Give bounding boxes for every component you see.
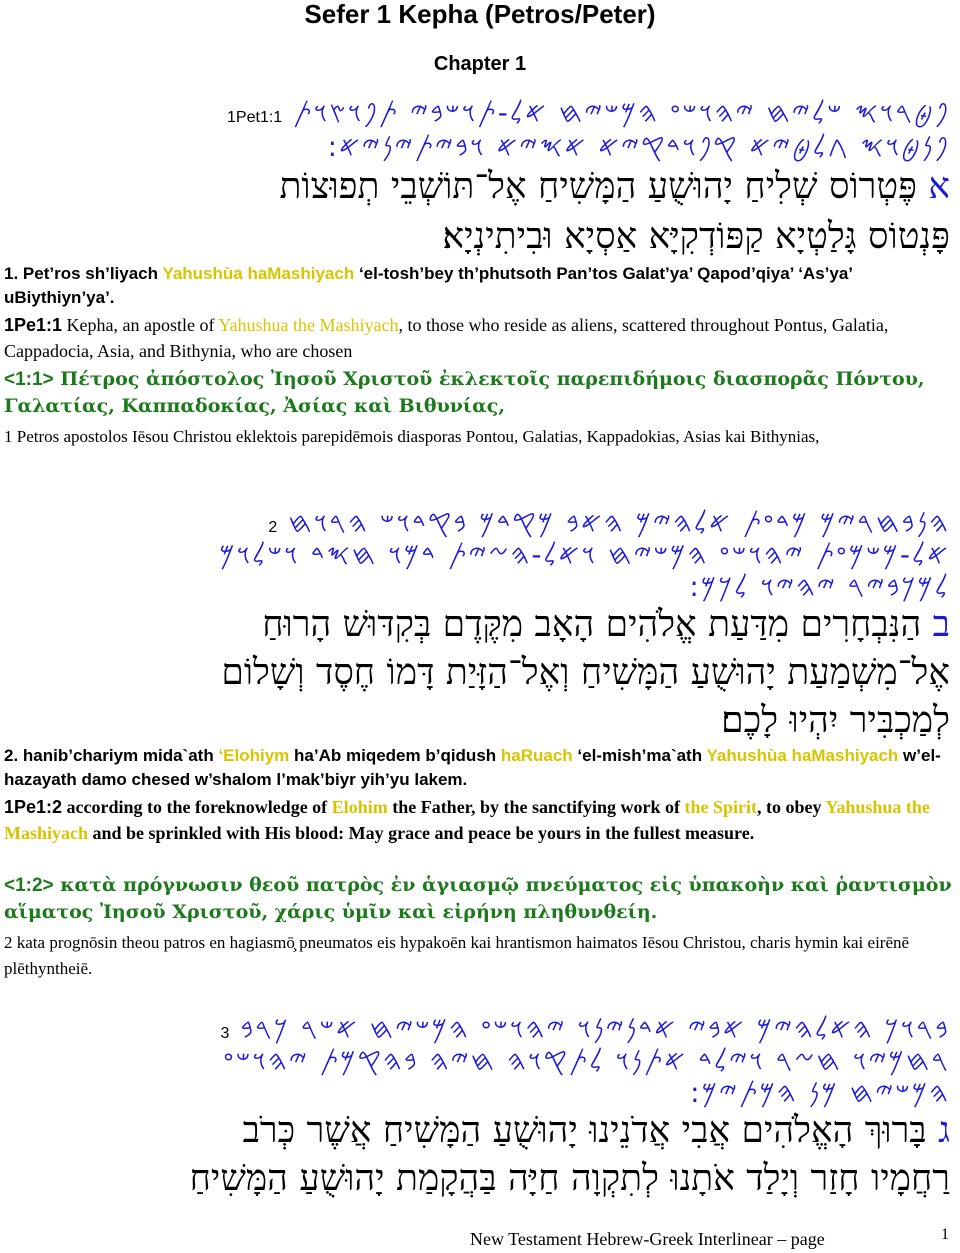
verse-reference: 3 bbox=[220, 1025, 230, 1042]
hebrew-line bbox=[10, 162, 950, 212]
english-translation bbox=[4, 794, 954, 846]
greek-words: Πέτρος ἀπόστολος Ἰησοῦ Χριστοῦ ἐκλεκτοῖς παρεπιδήμοις διασπορᾶς Πόντου, Γαλατίας, Καππαδοκίας, Ἀσίας καὶ Βιθυνίας, bbox=[4, 368, 925, 417]
highlight-name: Yahushùa haMashiyach bbox=[162, 264, 355, 283]
english-text: Kepha, an apostle of bbox=[62, 315, 219, 335]
chapter-heading: Chapter 1 bbox=[433, 53, 527, 75]
paleo-text: 𐤐𐤈𐤓𐤅𐤎 𐤔𐤋𐤉𐤇 𐤉𐤄𐤅𐤔𐤏 𐤄𐤌𐤔𐤉𐤇 𐤀𐤋-𐤕𐤅𐤔𐤁𐤉 𐤕𐤐𐤅𐤑𐤅𐤕 bbox=[293, 96, 950, 129]
hebrew-line: רַחֲמָיו חָזַר וְיָלַד אֹתָנוּ לְתִקְוָה חַיָּה בַּהֲקָמַת יָהוּשֻׁעַ הַמָּשִׁיחַ bbox=[189, 1158, 950, 1199]
page-footer bbox=[470, 1228, 955, 1250]
hebrew-verse-number: א bbox=[928, 166, 950, 207]
greek-text bbox=[4, 366, 954, 419]
verse-reference: 1Pet1:1 bbox=[227, 109, 283, 126]
hebrew-text: פֶּטְרוֹס שְׁלִיחַ יָהוּשֻׁעַ הַמָּשִׁיחַ אֶל־תּוֹשְׁבֵי תְפוּצוֹת bbox=[279, 166, 917, 207]
paleo-hebrew-line: 𐤀𐤋-𐤌𐤔𐤌𐤏𐤕 𐤉𐤄𐤅𐤔𐤏 𐤄𐤌𐤔𐤉𐤇 𐤅𐤀𐤋-𐤄𐤆𐤉𐤕 𐤃𐤌𐤅 𐤇𐤎𐤃 𐤅𐤔𐤋𐤅𐤌 bbox=[219, 538, 950, 571]
translit-text: ha’Ab miqedem b’qidush bbox=[289, 746, 501, 765]
greek-transliteration: 2 kata prognōsin theou patros en hagiasmō̧ pneumatos eis hypakoēn kai hrantismon haimatos Iēsou Christou, charis hymin kai eirēnē plēthyntheiē. bbox=[4, 933, 910, 978]
verse-ref: 1Pe1:1 bbox=[4, 315, 63, 335]
greek-words: κατὰ πρόγνωσιν θεοῦ πατρὸς ἐν ἁγιασμῷ πνεύματος εἰς ὑπακοὴν καὶ ῥαντισμὸν αἵματος Ἰησοῦ Χριστοῦ, χάρις ὑμῖν καὶ εἰρήνη πληθυνθείη. bbox=[4, 874, 952, 923]
greek-verse-ref: <1:1> bbox=[4, 369, 54, 390]
highlight-name: Yahushua the Mashiyach bbox=[4, 797, 930, 843]
paleo-text: 𐤁𐤓𐤅𐤊 𐤄𐤀𐤋𐤄𐤉𐤌 𐤀𐤁𐤉 𐤀𐤃𐤍𐤉𐤍𐤅 𐤉𐤄𐤅𐤔𐤏 𐤄𐤌𐤔𐤉𐤇 𐤀𐤔𐤓 𐤊𐤓𐤁 bbox=[240, 1012, 950, 1045]
verse-ref: 1Pe1:2 bbox=[4, 797, 63, 817]
hebrew-line: לְמַכְבִּיר יִהְיוּ לָכֶם׃ bbox=[721, 700, 950, 741]
english-text: according to the foreknowledge of bbox=[62, 797, 332, 817]
translit-text: 2. hanib’chariym mida`ath bbox=[4, 746, 219, 765]
hebrew-verse-number: ב bbox=[932, 604, 950, 645]
hebrew-line: אֶל־מִשְׁמַעַת יָהוּשֻׁעַ הַמָּשִׁיחַ וְאֶל־הַזָּיַת דָּמוֹ חֶסֶד וְשָׁלוֹם bbox=[221, 652, 950, 693]
footer-text: New Testament Hebrew-Greek Interlinear – page bbox=[470, 1229, 825, 1249]
hebrew-verse-number: ג bbox=[938, 1110, 950, 1151]
page-number: 1 bbox=[941, 1226, 949, 1243]
greek-transliteration: 1 Petros apostolos Iēsou Christou eklektois parepidēmois diasporas Pontou, Galatias, Kappadokias, Asias kai Bithynias, bbox=[4, 427, 820, 446]
hebrew-line: פָּנְטוֹס גָּלַטְיָא קַפּוֹדְקִיָּא אַסְיָא וּבִיתִינְיָא׃ bbox=[442, 216, 950, 257]
translit-text: ‘el-tosh’bey th’phutsoth Pan’tos Galat’ya’ Qapod’qiya’ ‘As’ya’ uBiythiyn’ya’. bbox=[4, 264, 853, 307]
paleo-hebrew-line: 𐤋𐤌𐤊𐤁𐤉𐤓 𐤉𐤄𐤉𐤅 𐤋𐤊𐤌: bbox=[689, 570, 950, 603]
hebrew-text: בָּרוּךְ הָאֱלֹהִים אֲבִי אֲדֹנֵינוּ יָהוּשֻׁעַ הַמָּשִׁיחַ אֲשֶׁר כְּרֹב bbox=[242, 1110, 927, 1151]
english-text: the Father, by the sanctifying work of bbox=[387, 797, 685, 817]
hebrew-transliteration bbox=[4, 744, 954, 792]
translit-text: w’el-hazayath damo chesed w’shalom l’mak’biyr yih’yu lakem. bbox=[4, 746, 941, 789]
highlight-name: haRuach bbox=[500, 746, 573, 765]
english-text: , to obey bbox=[757, 797, 826, 817]
verse-reference: 2 bbox=[268, 519, 278, 536]
greek-verse-ref: <1:2> bbox=[4, 875, 54, 896]
paleo-hebrew-line: 𐤄𐤌𐤔𐤉𐤇 𐤌𐤍 𐤄𐤌𐤕𐤉𐤌: bbox=[690, 1076, 950, 1109]
paleo-hebrew-line: 𐤓𐤇𐤌𐤉𐤅 𐤇𐤆𐤓 𐤅𐤉𐤋𐤃 𐤀𐤕𐤍𐤅 𐤋𐤕𐤒𐤅𐤄 𐤇𐤉𐤄 𐤁𐤄𐤒𐤌𐤕 𐤉𐤄𐤅𐤔𐤏 bbox=[223, 1044, 950, 1077]
paleo-hebrew-line: 𐤐𐤍𐤈𐤅𐤎 𐤂𐤋𐤈𐤉𐤀 𐤒𐤐𐤅𐤃𐤒𐤉𐤀 𐤀𐤎𐤉𐤀 𐤅𐤁𐤉𐤕𐤉𐤍𐤉𐤀: bbox=[327, 130, 950, 163]
highlight-name: Yahushua the Mashiyach bbox=[218, 315, 399, 335]
translit-text: 1. Pet’ros sh’liyach bbox=[4, 264, 163, 283]
highlight-name: ‘Elohiym bbox=[218, 746, 290, 765]
english-text: and be sprinkled with His blood: May grace and peace be yours in the fullest measure. bbox=[88, 823, 755, 843]
hebrew-transliteration bbox=[4, 262, 954, 310]
highlight-name: Elohim bbox=[331, 797, 388, 817]
highlight-name: Yahushùa haMashiyach bbox=[706, 746, 899, 765]
english-translation bbox=[4, 312, 954, 364]
translit-text: ‘el-mish’ma`ath bbox=[572, 746, 707, 765]
english-text: , to those who reside as aliens, scattered throughout Pontus, Galatia, Cappadocia, Asia, and Bithynia, who are chosen bbox=[4, 315, 889, 361]
hebrew-line bbox=[10, 1106, 950, 1156]
hebrew-text: הַנִּבְחָרִים מִדַּעַת אֱלֹהִים הָאָב מִקֶּדֶם בְּקִדּוּשׁ הָרוּחַ bbox=[262, 604, 922, 645]
page-title: Sefer 1 Kepha (Petros/Peter) bbox=[304, 0, 656, 29]
highlight-name: the Spirit bbox=[684, 797, 758, 817]
paleo-text: 𐤄𐤍𐤁𐤇𐤓𐤉𐤌 𐤌𐤃𐤏𐤕 𐤀𐤋𐤄𐤉𐤌 𐤄𐤀𐤁 𐤌𐤒𐤃𐤌 𐤁𐤒𐤃𐤅𐤔 𐤄𐤓𐤅𐤇 bbox=[288, 506, 950, 539]
hebrew-line bbox=[10, 600, 950, 650]
greek-text bbox=[4, 872, 954, 925]
